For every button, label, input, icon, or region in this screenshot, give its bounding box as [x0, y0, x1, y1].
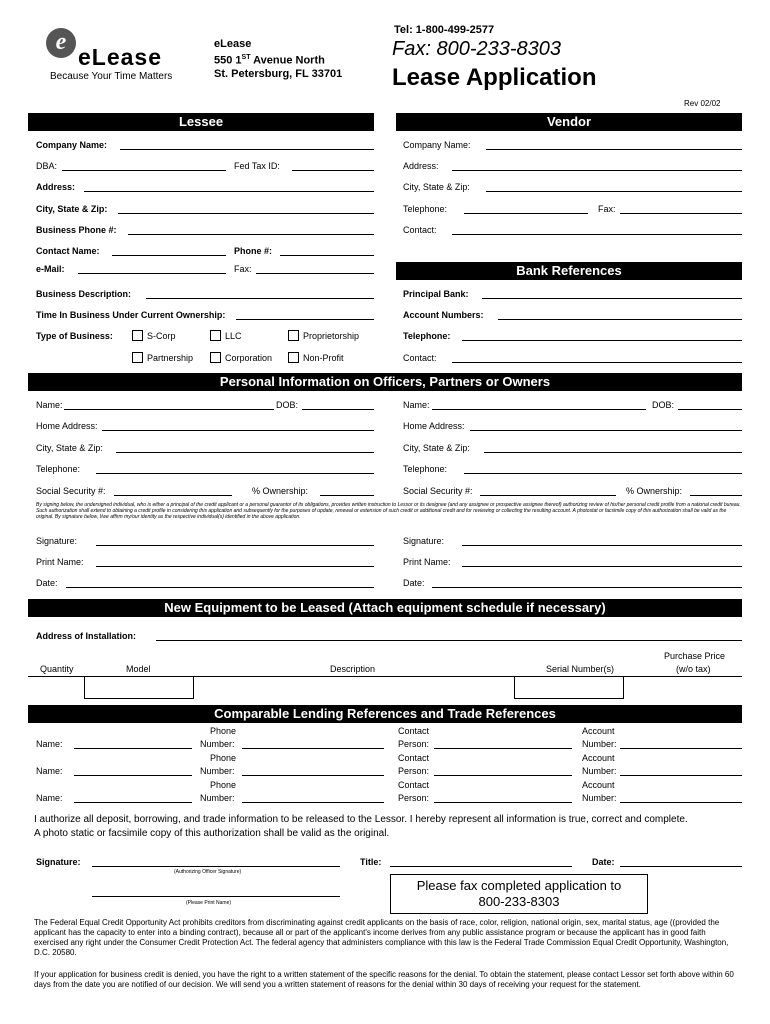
- ref3-phone-field[interactable]: [242, 802, 384, 803]
- vendor-company-field[interactable]: [486, 149, 742, 150]
- officer2-ssn-field[interactable]: [480, 495, 616, 496]
- lessee-address-label: Address:: [36, 182, 76, 192]
- officer2-dob-field[interactable]: [678, 409, 742, 410]
- ref2-name-label: Name:: [36, 766, 63, 776]
- officer2-ssn-label: Social Security #:: [403, 486, 473, 496]
- ref2-contact-label: Contact: [398, 753, 430, 763]
- checkbox-scorp[interactable]: [132, 330, 143, 341]
- ref3-contact-label: Contact: [398, 780, 430, 790]
- officer1-printname-label: Print Name:: [36, 557, 84, 567]
- bank-contact-label: Contact:: [403, 353, 437, 363]
- officer1-home-field[interactable]: [102, 430, 374, 431]
- lessee-time-field[interactable]: [236, 319, 374, 320]
- print-name-field[interactable]: [92, 896, 340, 897]
- ref1-phone-label: Phone: [210, 726, 237, 736]
- fax-notice-line-1: Please fax completed application to: [416, 878, 622, 893]
- officer1-ssn-label: Social Security #:: [36, 486, 106, 496]
- company-name: eLease: [214, 38, 252, 50]
- officer1-printname-field[interactable]: [96, 566, 374, 567]
- lessee-time-label: Time In Business Under Current Ownership:: [36, 310, 226, 320]
- lessee-header: Lessee: [28, 113, 374, 131]
- ref3-phone-label: Phone: [210, 780, 237, 790]
- vendor-fax-field[interactable]: [620, 213, 742, 214]
- logo-mark: e: [46, 28, 76, 58]
- ref2-account-label: Account: [582, 753, 615, 763]
- ref3-name-label: Name:: [36, 793, 63, 803]
- vendor-company-label: Company Name:: [403, 140, 471, 150]
- print-name-caption: (Please Print Name): [186, 900, 232, 906]
- col-price-1: Purchase Price: [664, 651, 726, 661]
- logo-tagline: Because Your Time Matters: [50, 71, 173, 82]
- lessee-business-desc-label: Business Description:: [36, 289, 132, 299]
- footer-signature-label: Signature:: [36, 857, 81, 867]
- lessee-fax-label: Fax:: [234, 264, 252, 274]
- checkbox-partnership[interactable]: [132, 352, 143, 363]
- col-serial: Serial Number(s): [546, 664, 615, 674]
- vendor-header: Vendor: [396, 113, 742, 131]
- address-street: Avenue North: [250, 54, 325, 67]
- lessee-contact-label: Contact Name:: [36, 246, 100, 256]
- officer2-name-field[interactable]: [432, 409, 646, 410]
- ref2-account-field[interactable]: [620, 775, 742, 776]
- ref1-name-label: Name:: [36, 739, 63, 749]
- ref3-account-field[interactable]: [620, 802, 742, 803]
- lessee-city-label: City, State & Zip:: [36, 204, 108, 214]
- ref1-acctnum-label: Number:: [582, 739, 617, 749]
- officer1-ssn-field[interactable]: [114, 495, 232, 496]
- label-proprietorship: Proprietorship: [303, 331, 360, 341]
- officer1-signature-label: Signature:: [36, 536, 78, 546]
- vendor-city-field[interactable]: [486, 191, 742, 192]
- officer2-date-field[interactable]: [432, 587, 742, 588]
- col-price-2: (w/o tax): [676, 664, 711, 674]
- lessee-dba-field[interactable]: [62, 170, 226, 171]
- officer1-home-label: Home Address:: [36, 421, 98, 431]
- bank-header: Bank References: [396, 262, 742, 280]
- footer-signature-field[interactable]: [92, 866, 340, 867]
- lessee-address-field[interactable]: [84, 191, 374, 192]
- authorization-text: By signing below, the undersigned individual, who is either a principal of the credit applicant or a personal guarantor of its obligations, provides written instruction to Lessor or its designee (and any assignee or prospective assignee thereof) authorizing review of his/her personal credit profile from a national credit bureau. Such authorization shall extend to obtaining a credit profile in considering this application and subsequently for the purposes of update, renewal or extension of such credit or additional credit and for reviewing or collecting the resulting account. A photostat or facsimile copy of this authorization shall be valid as the original. By signature below, I/we affirm my/our identity as the respective individual(s) identified in the above application.: [36, 502, 741, 520]
- address-number: 550 1: [214, 54, 242, 67]
- ref2-acctnum-label: Number:: [582, 766, 617, 776]
- ref1-account-field[interactable]: [620, 748, 742, 749]
- footer-title-field[interactable]: [390, 866, 572, 867]
- officer1-dob-field[interactable]: [302, 409, 374, 410]
- ref3-acctnum-label: Number:: [582, 793, 617, 803]
- officer1-name-label: Name:: [36, 400, 63, 410]
- label-partnership: Partnership: [147, 353, 194, 363]
- revision: Rev 02/02: [684, 99, 721, 108]
- vendor-address-label: Address:: [403, 161, 439, 171]
- ecoa-notice: The Federal Equal Credit Opportunity Act prohibits creditors from discriminating against credit applicants on the basis of race, color, religion, national origin, sex, marital status, age ((provided the applicant has the capacity to enter into a binding contract), because all or part of the applicant's income derives from any public assistance program or because the applicant has in good faith exercised any right under the Consumer Credit Protection Act. The federal agency that administers compliance with this law is the Federal Trade Commission Equal Credit Opportunity, Washington, D.C. 20580.: [34, 918, 729, 957]
- officer1-date-label: Date:: [36, 578, 58, 588]
- vendor-telephone-label: Telephone:: [403, 204, 448, 214]
- checkbox-proprietorship[interactable]: [288, 330, 299, 341]
- ref3-person-label: Person:: [398, 793, 430, 803]
- ref2-number-label: Number:: [200, 766, 235, 776]
- authorization-line-1: I authorize all deposit, borrowing, and trade information to be released to the Lessor. I hereby represent all information is true, correct and complete.: [34, 814, 688, 825]
- lessee-dba-label: DBA:: [36, 161, 58, 171]
- equipment-header: New Equipment to be Leased (Attach equipment schedule if necessary): [28, 599, 742, 617]
- equipment-cell-quantity[interactable]: [84, 676, 194, 699]
- label-scorp: S-Corp: [147, 331, 176, 341]
- ref2-phone-label: Phone: [210, 753, 237, 763]
- lessee-fedtax-field[interactable]: [292, 170, 374, 171]
- lessee-fedtax-label: Fed Tax ID:: [234, 161, 280, 171]
- bank-contact-field[interactable]: [452, 362, 742, 363]
- lessee-email-label: e-Mail:: [36, 264, 65, 274]
- checkbox-llc[interactable]: [210, 330, 221, 341]
- lessee-email-field[interactable]: [78, 273, 226, 274]
- bank-telephone-label: Telephone:: [403, 331, 451, 341]
- lessee-business-phone-field[interactable]: [128, 234, 374, 235]
- lessee-fax-field[interactable]: [256, 273, 374, 274]
- lessee-company-field[interactable]: [120, 149, 374, 150]
- fax-number: Fax: 800-233-8303: [392, 38, 562, 60]
- lessee-phone-label: Phone #:: [234, 246, 273, 256]
- fax-notice-line-2: 800-233-8303: [478, 894, 560, 909]
- checkbox-nonprofit[interactable]: [288, 352, 299, 363]
- company-address: [214, 52, 325, 67]
- lessee-business-desc-field[interactable]: [146, 298, 374, 299]
- ref1-person-label: Person:: [398, 739, 430, 749]
- lessee-phone-field[interactable]: [280, 255, 374, 256]
- officer1-city-field[interactable]: [116, 452, 374, 453]
- officer2-ownership-label: % Ownership:: [626, 486, 683, 496]
- col-description: Description: [330, 664, 376, 674]
- officer2-home-label: Home Address:: [403, 421, 465, 431]
- lessee-contact-field[interactable]: [112, 255, 226, 256]
- ref2-name-field[interactable]: [74, 775, 192, 776]
- ref2-phone-field[interactable]: [242, 775, 384, 776]
- lessee-city-field[interactable]: [118, 213, 374, 214]
- ref3-account-label: Account: [582, 780, 615, 790]
- page-title: Lease Application: [392, 64, 597, 91]
- footer-date-label: Date:: [592, 857, 615, 867]
- officer2-city-label: City, State & Zip:: [403, 443, 470, 453]
- officer2-dob-label: DOB:: [652, 400, 675, 410]
- footer-title-label: Title:: [360, 857, 382, 867]
- officer1-signature-field[interactable]: [96, 545, 374, 546]
- bank-telephone-field[interactable]: [462, 340, 742, 341]
- references-header: Comparable Lending References and Trade References: [28, 705, 742, 723]
- officer1-ownership-field[interactable]: [320, 495, 374, 496]
- officer2-city-field[interactable]: [484, 452, 742, 453]
- ref3-name-field[interactable]: [74, 802, 192, 803]
- vendor-city-label: City, State & Zip:: [403, 182, 470, 192]
- officer2-telephone-field[interactable]: [464, 473, 742, 474]
- officer1-name-field[interactable]: [64, 409, 274, 410]
- ref2-contact-field[interactable]: [434, 775, 572, 776]
- lessee-type-label: Type of Business:: [36, 331, 113, 341]
- officer1-telephone-field[interactable]: [96, 473, 374, 474]
- officer2-printname-field[interactable]: [462, 566, 742, 567]
- officer2-telephone-label: Telephone:: [403, 464, 448, 474]
- officer2-signature-field[interactable]: [462, 545, 742, 546]
- ref1-phone-field[interactable]: [242, 748, 384, 749]
- tel-number: Tel: 1-800-499-2577: [394, 24, 495, 36]
- auth-officer-caption: (Authorizing Officer Signature): [174, 869, 242, 875]
- installation-label: Address of Installation:: [36, 631, 137, 641]
- label-nonprofit: Non-Profit: [303, 353, 344, 363]
- officer1-ownership-label: % Ownership:: [252, 486, 309, 496]
- col-quantity: Quantity: [40, 664, 74, 674]
- label-corporation: Corporation: [225, 353, 273, 363]
- officer2-printname-label: Print Name:: [403, 557, 451, 567]
- equipment-cell-description[interactable]: [514, 676, 624, 699]
- officer1-telephone-label: Telephone:: [36, 464, 81, 474]
- personal-header: Personal Information on Officers, Partners or Owners: [28, 373, 742, 391]
- officer2-date-label: Date:: [403, 578, 425, 588]
- ref1-number-label: Number:: [200, 739, 235, 749]
- bank-principal-field[interactable]: [482, 298, 742, 299]
- officer2-name-label: Name:: [403, 400, 430, 410]
- bank-account-label: Account Numbers:: [403, 310, 484, 320]
- bank-account-field[interactable]: [498, 319, 742, 320]
- vendor-contact-label: Contact:: [403, 225, 437, 235]
- vendor-fax-label: Fax:: [598, 204, 616, 214]
- officer1-dob-label: DOB:: [276, 400, 299, 410]
- col-model: Model: [126, 664, 151, 674]
- officer1-city-label: City, State & Zip:: [36, 443, 103, 453]
- officer1-date-field[interactable]: [66, 587, 374, 588]
- label-llc: LLC: [225, 331, 242, 341]
- ref1-contact-field[interactable]: [434, 748, 572, 749]
- officer2-signature-label: Signature:: [403, 536, 445, 546]
- vendor-telephone-field[interactable]: [464, 213, 588, 214]
- fax-notice-box: [390, 874, 648, 914]
- denial-notice: If your application for business credit is denied, you have the right to a written statement of the specific reasons for the denial. To obtain the statement, please contact Lessor set forth above within 60 days from the date you are notified of our decision. We will send you a written statement of reasons for the denial within 30 days of receiving your request for the statement.: [34, 970, 734, 989]
- ref2-person-label: Person:: [398, 766, 430, 776]
- lessee-company-label: Company Name:: [36, 140, 108, 150]
- vendor-contact-field[interactable]: [452, 234, 742, 235]
- vendor-address-field[interactable]: [452, 170, 742, 171]
- officer2-ownership-field[interactable]: [690, 495, 742, 496]
- authorization-line-2: A photo static or facsimile copy of this authorization shall be valid as the original.: [34, 828, 390, 839]
- ref1-contact-label: Contact: [398, 726, 430, 736]
- ref1-account-label: Account: [582, 726, 615, 736]
- address-suffix: ST: [241, 54, 251, 61]
- ref3-number-label: Number:: [200, 793, 235, 803]
- officer2-home-field[interactable]: [470, 430, 742, 431]
- company-city: St. Petersburg, FL 33701: [214, 68, 343, 80]
- footer-date-field[interactable]: [620, 866, 742, 867]
- bank-principal-label: Principal Bank:: [403, 289, 469, 299]
- ref3-contact-field[interactable]: [434, 802, 572, 803]
- lessee-business-phone-label: Business Phone #:: [36, 225, 117, 235]
- ref1-name-field[interactable]: [74, 748, 192, 749]
- checkbox-corporation[interactable]: [210, 352, 221, 363]
- installation-field[interactable]: [156, 640, 742, 641]
- logo-name: eLease: [78, 44, 163, 70]
- logo: [34, 24, 194, 86]
